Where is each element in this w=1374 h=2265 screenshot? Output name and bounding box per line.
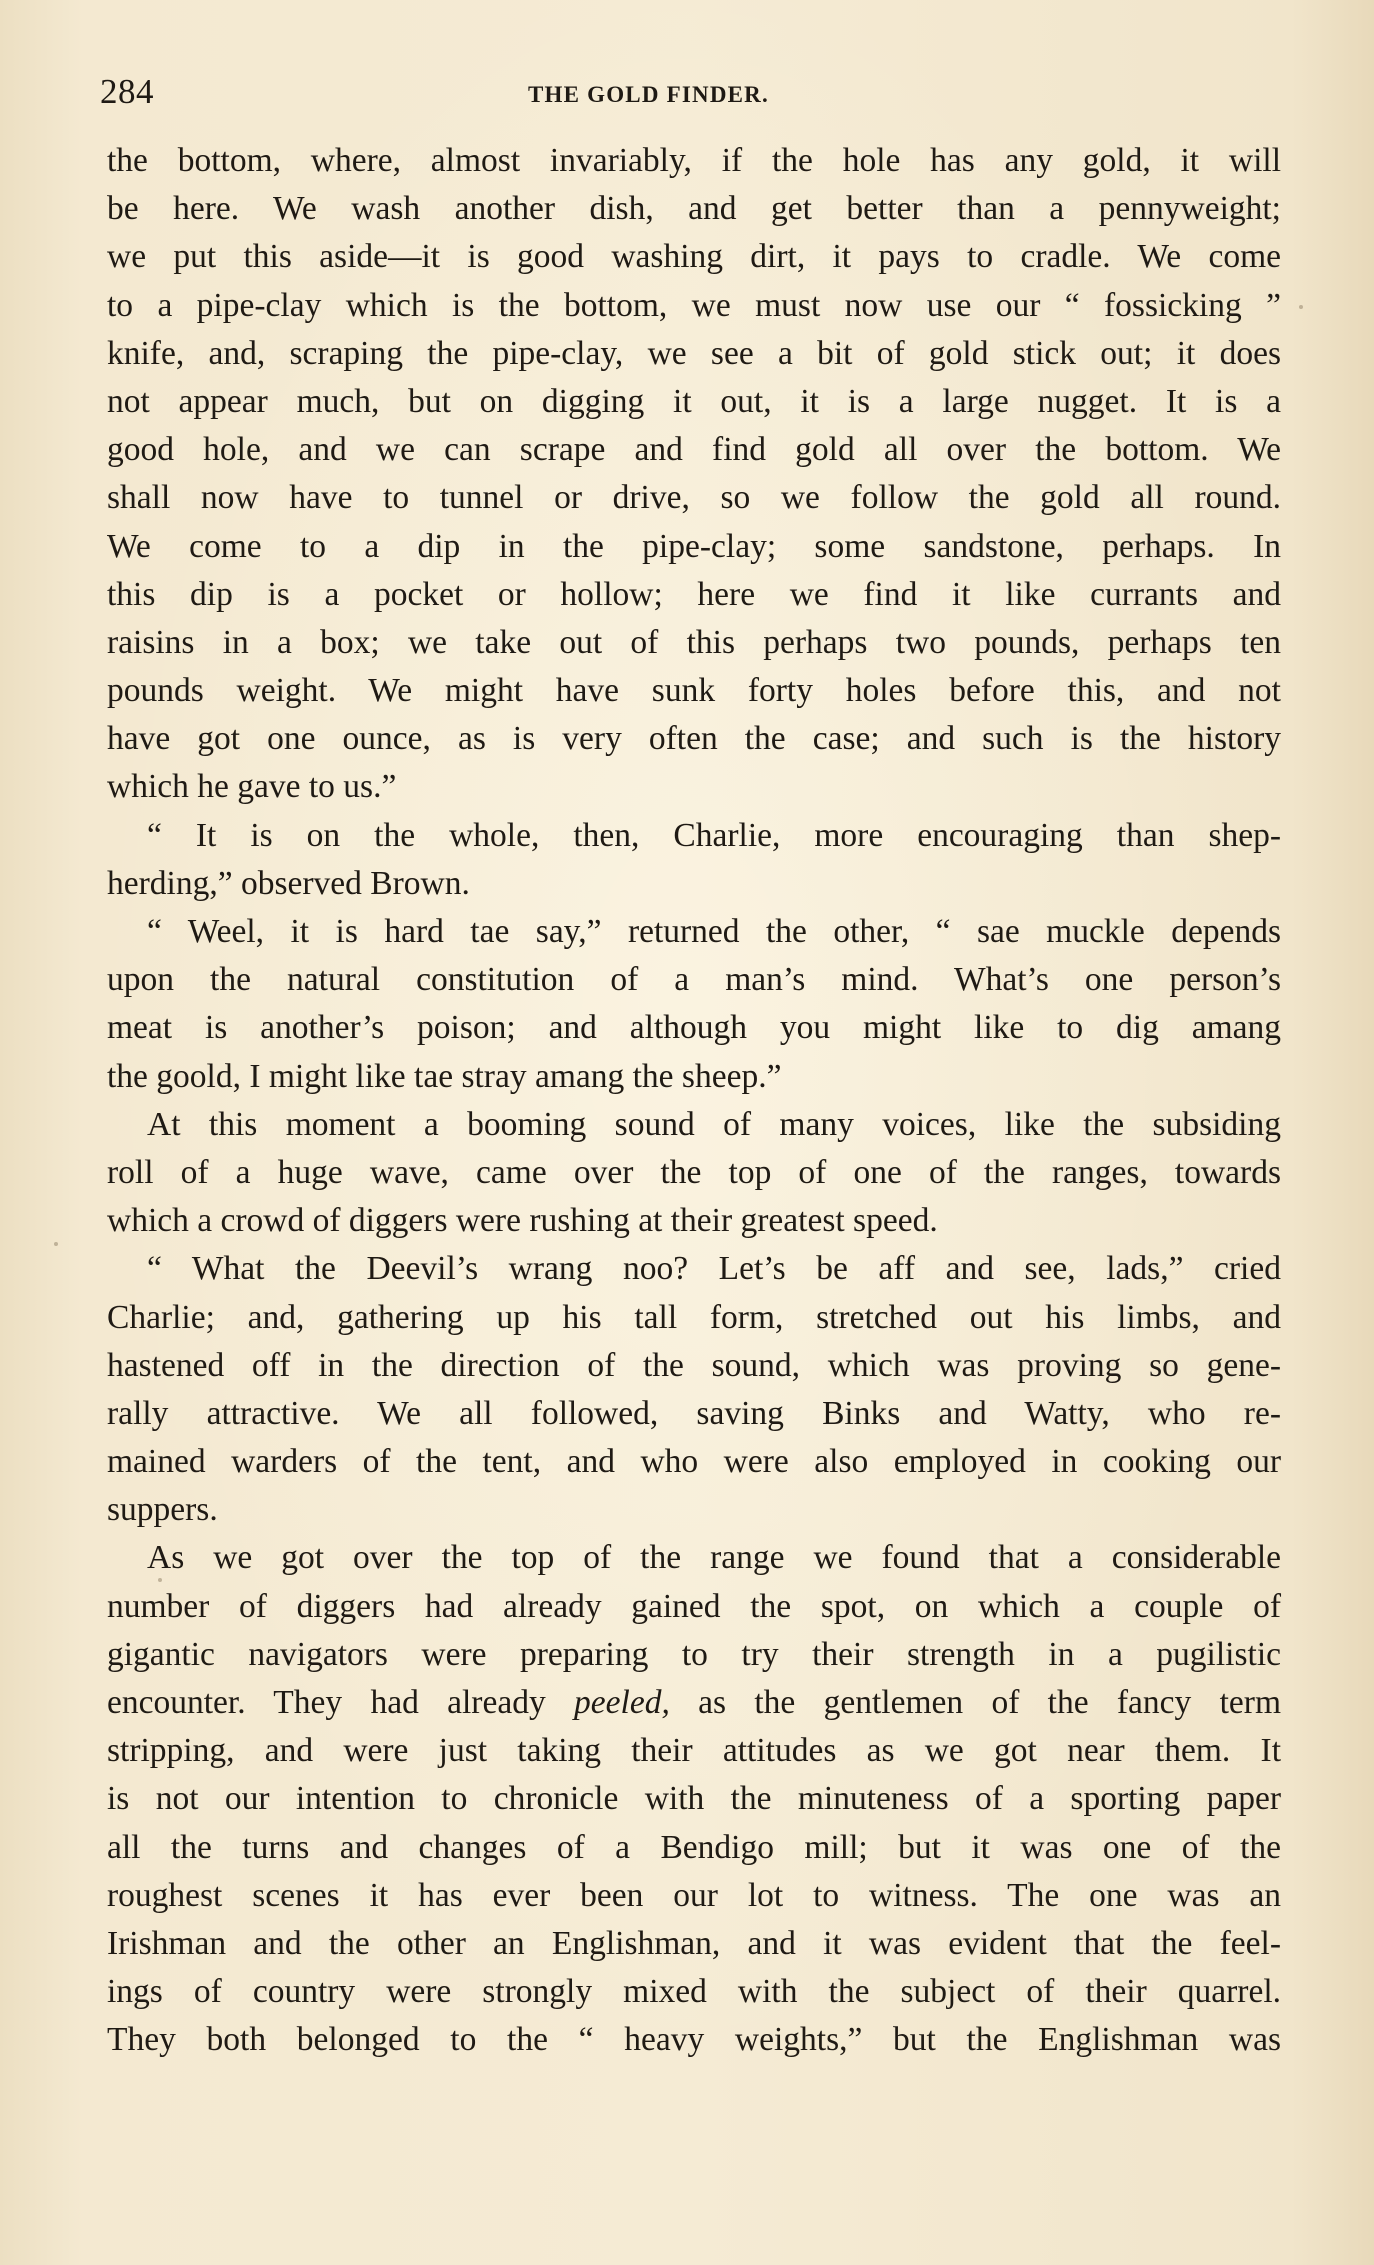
text-line: all the turns and changes of a Bendigo mill; but it was one of the	[107, 1828, 1281, 1866]
running-title: THE GOLD FINDER.	[528, 82, 769, 107]
text-line: have got one ounce, as is very often the case; and such is the history	[107, 720, 1281, 758]
text-line: not appear much, but on digging it out, it is a large nugget. It is a	[107, 382, 1281, 420]
text-line: meat is another’s poison; and although you might like to dig amang	[107, 1009, 1281, 1047]
text-line: good hole, and we can scrape and find gold all over the bottom. We	[107, 431, 1281, 469]
text-line: to a pipe-clay which is the bottom, we must now use our “ fossicking ”	[107, 286, 1281, 324]
paper-speck	[158, 1578, 162, 1582]
text-line: They both belonged to the “ heavy weights,” but the Englishman was	[107, 2021, 1281, 2059]
text-line: suppers.	[107, 1491, 218, 1529]
text-line: hastened off in the direction of the sound, which was proving so gene-	[107, 1346, 1281, 1384]
text-line: Charlie; and, gathering up his tall form, stretched out his limbs, and	[107, 1298, 1281, 1336]
text-line: pounds weight. We might have sunk forty holes before this, and not	[107, 672, 1281, 710]
paper-speck	[1299, 305, 1303, 309]
text-line: stripping, and were just taking their attitudes as we got near them. It	[107, 1732, 1281, 1770]
text-line: is not our intention to chronicle with the minuteness of a sporting paper	[107, 1780, 1281, 1818]
text-line: ings of country were strongly mixed with the subject of their quarrel.	[107, 1973, 1281, 2011]
text-line: encounter. They had already peeled, as the gentlemen of the fancy term	[107, 1684, 1282, 1721]
page-number: 284	[100, 72, 154, 111]
page-header	[100, 70, 1280, 120]
text-line: the goold, I might like tae stray amang the sheep.”	[107, 1057, 782, 1095]
text-line: which a crowd of diggers were rushing at their greatest speed.	[107, 1202, 938, 1240]
text-line: “ Weel, it is hard tae say,” returned the other, “ sae muckle depends	[147, 913, 1281, 950]
paper-speck	[54, 1242, 58, 1246]
text-line: upon the natural constitution of a man’s mind. What’s one person’s	[107, 961, 1281, 999]
text-line: we put this aside—it is good washing dirt, it pays to cradle. We come	[107, 238, 1281, 276]
text-line: At this moment a booming sound of many voices, like the subsiding	[147, 1105, 1281, 1143]
text-line: Irishman and the other an Englishman, and it was evident that the feel-	[107, 1924, 1281, 1962]
text-line: this dip is a pocket or hollow; here we find it like currants and	[107, 575, 1281, 613]
text-line: mained warders of the tent, and who were also employed in cooking our	[107, 1443, 1281, 1481]
text-line: roughest scenes it has ever been our lot to witness. The one was an	[107, 1876, 1281, 1914]
text-line: herding,” observed Brown.	[107, 864, 470, 902]
text-line: number of diggers had already gained the spot, on which a couple of	[107, 1587, 1281, 1625]
body-text	[107, 137, 1281, 2065]
text-line: As we got over the top of the range we found that a considerable	[147, 1539, 1281, 1577]
text-line: which he gave to us.”	[107, 768, 397, 806]
text-line: “ What the Deevil’s wrang noo? Let’s be aff and see, lads,” cried	[147, 1250, 1281, 1288]
text-line: raisins in a box; we take out of this perhaps two pounds, perhaps ten	[107, 623, 1281, 661]
text-line: We come to a dip in the pipe-clay; some sandstone, perhaps. In	[107, 527, 1281, 565]
text-line: rally attractive. We all followed, saving Binks and Watty, who re-	[107, 1394, 1281, 1432]
text-line: roll of a huge wave, came over the top of one of the ranges, towards	[107, 1153, 1281, 1191]
text-line: gigantic navigators were preparing to try their strength in a pugilistic	[107, 1635, 1281, 1673]
text-line: shall now have to tunnel or drive, so we follow the gold all round.	[107, 479, 1281, 517]
text-line: the bottom, where, almost invariably, if the hole has any gold, it will	[107, 142, 1281, 179]
text-line: be here. We wash another dish, and get better than a pennyweight;	[107, 190, 1281, 228]
text-line: “ It is on the whole, then, Charlie, more encouraging than shep-	[147, 816, 1281, 854]
text-line: knife, and, scraping the pipe-clay, we see a bit of gold stick out; it does	[107, 334, 1281, 372]
